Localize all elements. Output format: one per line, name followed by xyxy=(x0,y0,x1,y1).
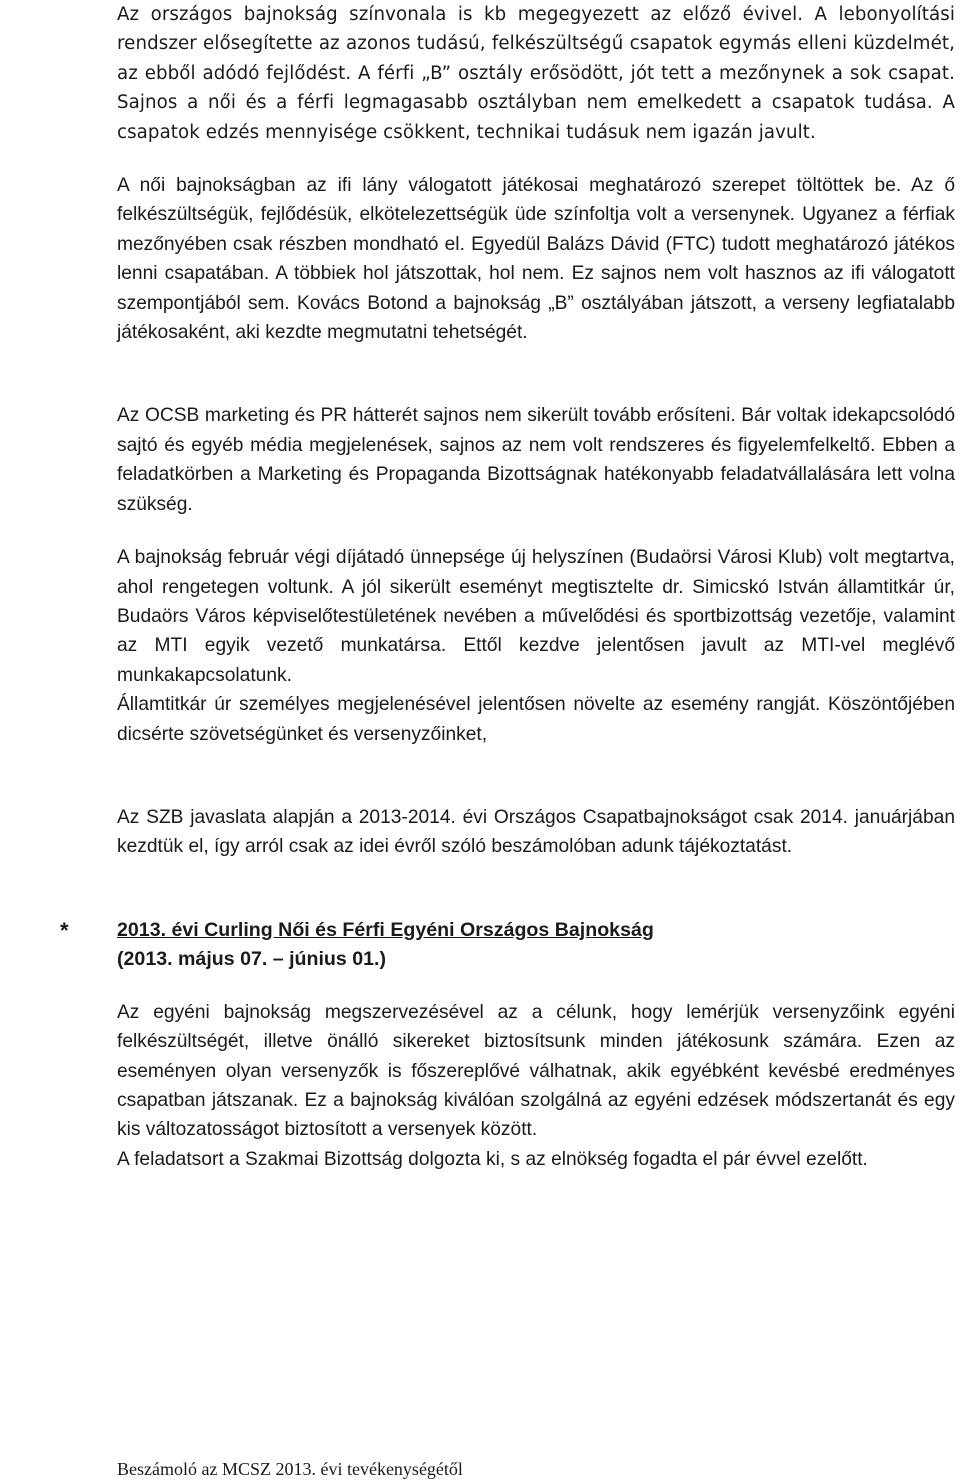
paragraph-task-origin: A feladatsort a Szakmai Bizottság dolgozta ki, s az elnökség fogadta el pár évvel ezelőtt. xyxy=(117,1148,868,1170)
paragraph-state-secretary: Államtitkár úr személyes megjelenésével jelentősen növelte az esemény rangját. Köszöntőjében dicsérte szövetségünket és versenyzőinket, xyxy=(117,694,955,745)
spacer xyxy=(117,347,955,401)
section-dates: (2013. május 07. – június 01.) xyxy=(117,947,386,970)
spacer xyxy=(117,974,955,998)
bullet-asterisk: * xyxy=(60,917,69,943)
paragraph-marketing: Az OCSB marketing és PR hátterét sajnos nem sikerült tovább erősíteni. Bár voltak idekapcsolódó sajtó és egyéb média megjelenések, sajnos az nem volt rendszeres és figyelemfelkeltő. Ebben a feladatkörben a Marketing és Propaganda Bizottságnak hatékonyabb feladatvállalására lett volna szükség. xyxy=(117,405,955,515)
section-heading xyxy=(60,916,955,974)
section-title-text: 2013. évi Curling Női és Férfi Egyéni Országos Bajnokság xyxy=(117,918,654,941)
spacer xyxy=(117,749,955,803)
spacer xyxy=(117,862,955,916)
paragraph-award-ceremony: A bajnokság február végi díjátadó ünnepsége új helyszínen (Budaörsi Városi Klub) volt megtartva, ahol rengetegen voltunk. A jól sikerült eseményt megtisztelte dr. Simicskó István államtitkár úr, Budaörs Város képviselőtestületének nevében a művelődési és sportbizottság vezetője, valamint az MTI egyik vezető munkatársa. Ettől kezdve jelentősen javult az MTI-vel meglévő munkakapcsolatunk. xyxy=(117,547,955,686)
paragraph-szb-proposal: Az SZB javaslata alapján a 2013-2014. évi Országos Csapatbajnokságot csak 2014. januárjában kezdtük el, így arról csak az idei évről szóló beszámolóban adunk tájékoztatást. xyxy=(117,806,955,858)
page-footer: Beszámoló az MCSZ 2013. évi tevékenységétől xyxy=(117,1459,463,1479)
paragraph-individual-goal: Az egyéni bajnokság megszervezésével az a célunk, hogy lemérjük versenyzőink egyéni felkészültségét, illetve önálló sikereket biztosítsunk minden játékosunk számára. Ezen az eseményen olyan versenyzők is főszereplővé válhatnak, akik egyébként kevésbé eredményes csapatban játszanak. Ez a bajnokság kiválóan szolgálná az egyéni edzések módszertanát és egy kis változatosságot biztosított a versenyek között. xyxy=(117,1001,955,1141)
document-body xyxy=(60,0,955,1174)
paragraph-youth-players: A női bajnokságban az ifi lány válogatott játékosai meghatározó szerepet töltöttek be. Az ő felkészültségük, fejlődésük, elkötelezettségük üde színfoltja volt a versenynek. Ugyanez a férfiak mezőnyében csak részben mondható el. Egyedül Balázs Dávid (FTC) tudott meghatározó játékos lenni csapatában. A többiek hol játszottak, hol nem. Ez sajnos nem volt hasznos az ifi válogatott szempontjából sem. Kovács Botond a bajnokság „B” osztályában játszott, a verseny legfiatalabb játékosaként, aki kezdte megmutatni tehetségét. xyxy=(117,175,955,344)
section-title xyxy=(117,916,955,945)
spacer xyxy=(117,519,955,543)
paragraph-championship-level: Az országos bajnokság színvonala is kb megegyezett az előző évivel. A lebonyolítási rendszer elősegítette az azonos tudású, felkészültségű csapatok egymás elleni küzdelmét, az ebből adódó fejlődést. A férfi „B” osztály erősödött, jót tett a mezőnynek a sok csapat. Sajnos a női és a férfi legmagasabb osztályban nem emelkedett a csapatok tudása. A csapatok edzés mennyisége csökkent, technikai tudásuk nem igazán javult. xyxy=(117,4,955,143)
spacer xyxy=(117,147,955,171)
